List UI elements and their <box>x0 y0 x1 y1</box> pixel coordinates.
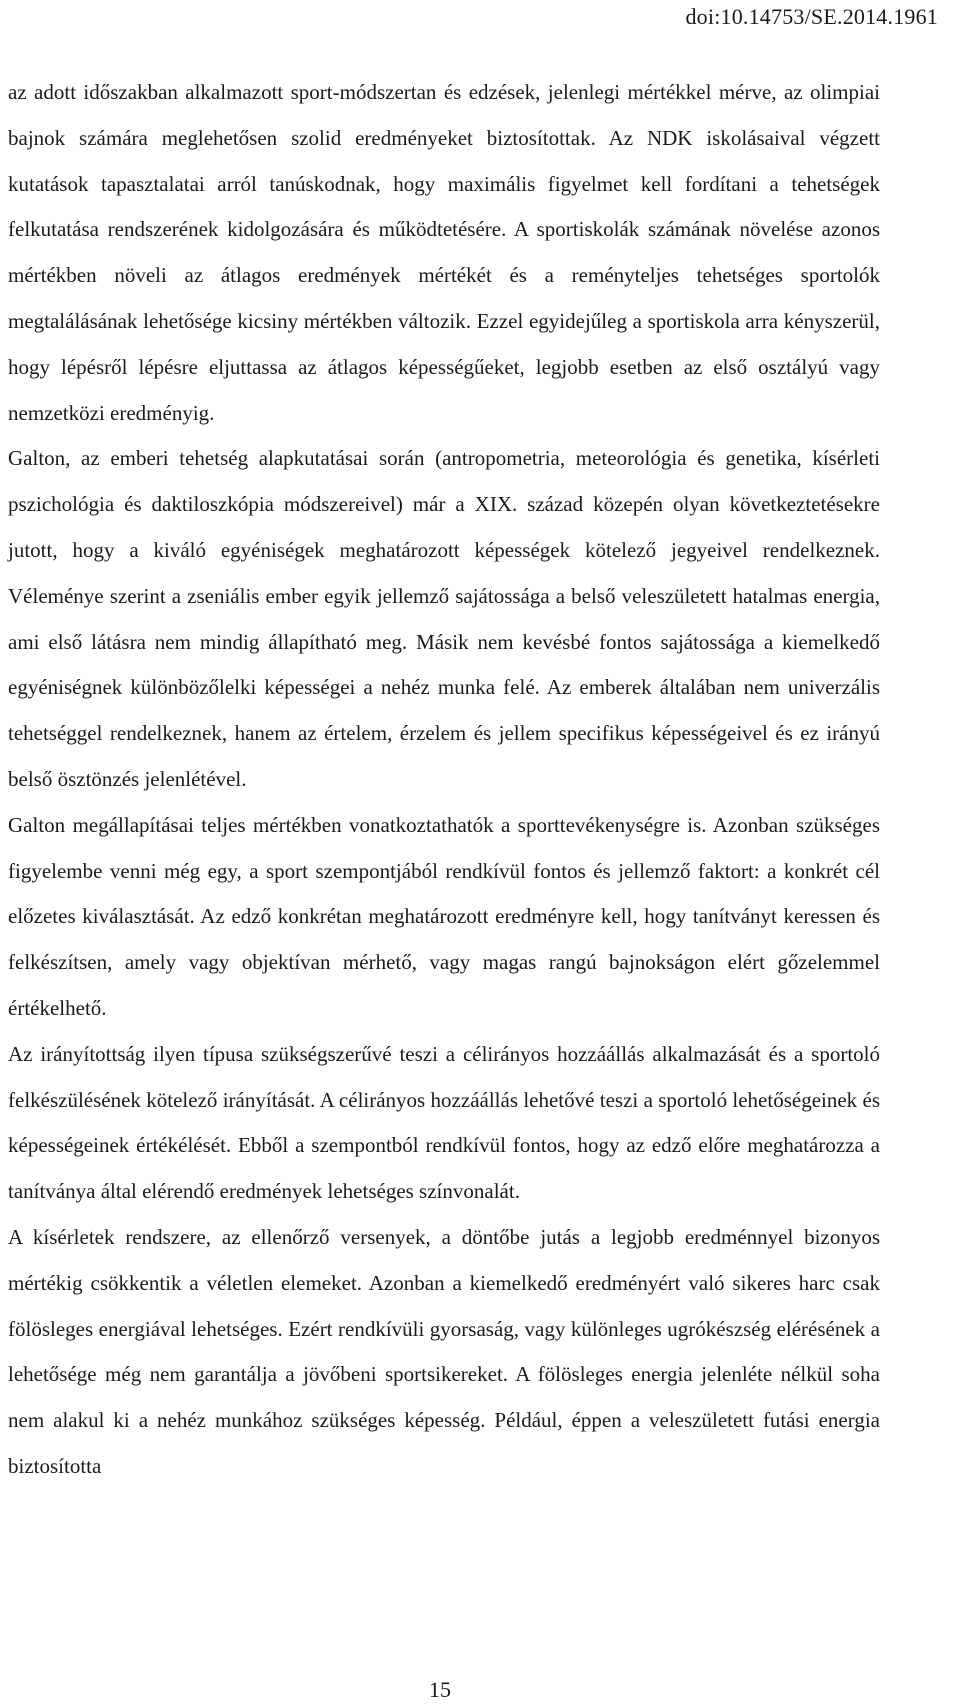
body-paragraph-5: A kísérletek rendszere, az ellenőrző versenyek, a döntőbe jutás a legjobb eredménnyel bizonyos mértékig csökkentik a véletlen elemeket. Azonban a kiemelkedő eredményért való sikeres harc csak fölösleges energiával lehetséges. Ezért rendkívüli gyorsaság, vagy különleges ugrókészség elérésének a lehetősége még nem garantálja a jövőbeni sportsikereket. A fölösleges energia jelenléte nélkül soha nem alakul ki a nehéz munkához szükséges képesség. Például, éppen a veleszületett futási energia biztosította <box>8 1224 880 1478</box>
body-paragraph-1: az adott időszakban alkalmazott sport-módszertan és edzések, jelenlegi mértékkel mérve, az olimpiai bajnok számára meglehetősen szolid eredményeket biztosítottak. Az NDK iskolásaival végzett kutatások tapasztalatai arról tanúskodnak, hogy maximális figyelmet kell fordítani a tehetségek felkutatása rendszerének kidolgozására és működtetésére. A sportiskolák számának növelése azonos mértékben növeli az átlagos eredmények mértékét és a reményteljes tehetséges sportolók megtalálásának lehetősége kicsiny mértékben változik. Ezzel egyidejűleg a sportiskola arra kényszerül, hogy lépésről lépésre eljuttassa az átlagos képességűeket, legjobb esetben az első osztályú vagy nemzetközi eredményig. <box>8 80 880 425</box>
body-paragraph-4: Az irányítottság ilyen típusa szükségszerűvé teszi a célirányos hozzáállás alkalmazását és a sportoló felkészülésének kötelező irányítását. A célirányos hozzáállás lehetővé teszi a sportoló lehetőségeinek és képességeinek értékélését. Ebből a szempontból rendkívül fontos, hogy az edző előre meghatározza a tanítványa által elérendő eredmények lehetséges színvonalát. <box>8 1041 880 1204</box>
doi-header: doi:10.14753/SE.2014.1961 <box>685 4 938 29</box>
body-paragraph-2: Galton, az emberi tehetség alapkutatásai során (antropometria, meteorológia és genetika, kísérleti pszichológia és daktiloszkópia módszereivel) már a XIX. század közepén olyan következtetésekre jutott, hogy a kiváló egyéniségek meghatározott képességek kötelező jegyeivel rendelkeznek. Véleménye szerint a zseniális ember egyik jellemző sajátossága a belső veleszületett hatalmas energia, ami első látásra nem mindig állapítható meg. Másik nem kevésbé fontos sajátossága a kiemelkedő egyéniségnek különbözőlelki képességei a nehéz munka felé. Az emberek általában nem univerzális tehetséggel rendelkeznek, hanem az értelem, érzelem és jellem specifikus képességeivel és ez irányú belső ösztönzés jelenlétével. <box>8 446 880 791</box>
body-paragraph-3: Galton megállapításai teljes mértékben vonatkoztathatók a sporttevékenységre is. Azonban szükséges figyelembe venni még egy, a sport szempontjából rendkívül fontos és jellemző faktort: a konkrét cél előzetes kiválasztását. Az edző konkrétan meghatározott eredményre kell, hogy tanítványt keressen és felkészítsen, amely vagy objektívan mérhető, vagy magas rangú bajnokságon elért gőzelemmel értékelhető. <box>8 812 880 1020</box>
page-number: 15 <box>429 1677 451 1702</box>
document-body <box>8 70 880 1490</box>
